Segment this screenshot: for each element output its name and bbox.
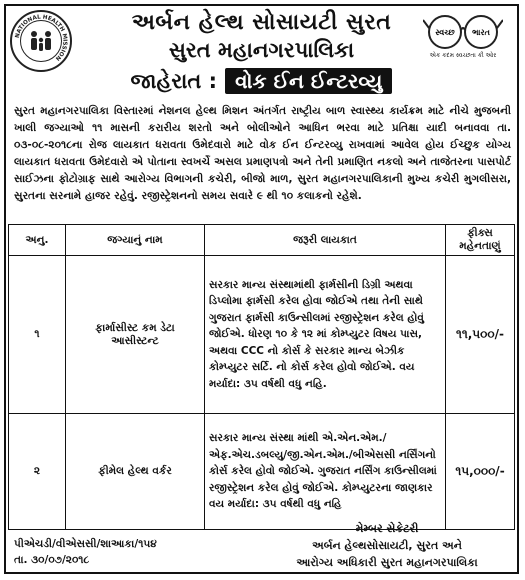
signatory-officer: આરોગ્ય અધિકારી સુરત મહાનગરપાલિકા (296, 556, 478, 569)
notice-label: જાહેરાત : (130, 68, 218, 93)
org-title: અર્બન હેલ્થ સોસાયટી સુરત (131, 10, 392, 35)
notice-row (6, 66, 517, 96)
notice-date: તા. ૩૦/૦૭/૨૦૧૮ (14, 554, 90, 566)
signatory-title: મેમ્બર સેક્રેટરી (355, 522, 419, 535)
bharat-word: ભારત (472, 28, 490, 37)
notice-header (6, 6, 517, 102)
post-qualification: સરકાર માન્ય સંસ્થામાંથી ફાર્મસીની ડિગ્રી અથવા ડિપ્લોમા ફાર્મસી કરેલ હોવા જોઈએ તથા તેની સાથે ગુજરાત ફાર્મસી કાઉન્સીલમાં રજીસ્ટ્રેશન કરેલ હોવું જોઈએ. ધોરણ ૧૦ કે ૧૨ માં કોમ્પ્યુટર વિષય પાસ, અથવા CCC નો કોર્સ કે સરકાર માન્ય બેઝીક કોમ્પ્યુટર સર્ટિ. નો કોર્સ કરેલ હોવો જોઈએ. વય મર્યાદા: ૩૫ વર્ષથી વધુ નહિ. (205, 256, 446, 414)
post-pay: ૧૧,૫૦૦/- (446, 256, 515, 414)
reference-block (14, 536, 157, 568)
post-name: ફીમેલ હેલ્થ વર્કર (66, 414, 205, 530)
walk-in-interview-banner: વોક ઈન ઈન્ટરવ્યુ (225, 68, 392, 94)
table-header-row (9, 225, 515, 256)
table-row (9, 256, 515, 414)
post-pay: ૧૫,૦૦૦/- (446, 414, 515, 530)
reference-number: પીએચડી/વીએસસી/શાઆકા/૧૫૪ (14, 538, 157, 550)
swachh-word: સ્વચ્છ (435, 28, 455, 37)
post-qualification: સરકાર માન્ય સંસ્થા માંથી એ.એન.એમ./ એફ.એચ.ડબલ્યુ/જી.એન.એમ./બીએસસી નર્સિંગનો કોર્સ કરેલ હોવો જોઈએ. ગુજરાત નર્સિંગ કાઉન્સીલમાં રજીસ્ટ્રેશન કરેલ હોવું જોઈએ. કોમ્પ્યુટરના જાણકાર વય મર્યાદા: ૩૫ વર્ષથી વધુ નહિ (205, 414, 446, 530)
corporation-title: સુરત મહાનગરપાલિકા (168, 38, 355, 62)
row-number: ૧ (9, 256, 66, 414)
signatory-block (267, 520, 507, 571)
spectacles-icon (423, 12, 503, 50)
intro-paragraph: સુરત મહાનગરપાલિકા વિસ્તારમાં નેશનલ હેલ્થ મિશન અંતર્ગત રાષ્ટ્રીય બાળ સ્વાસ્થ્ય કાર્યક્રમ માટે નીચે મુજબની ખાલી જગ્યાઓ ૧૧ માસની કરારીય શરતો અને બોલીઓને આધિન ભરવા માટે પ્રતિક્ષા યાદી બનાવવા તા. ૦૩-૦૮-૨૦૧૮ના રોજ લાયકાત ધરાવતા ઉમેદવારો માટે વોક ઈન ઈન્ટરવ્યુ રાખવામાં આવેલ હોય ઈચ્છુક યોગ્ય લાયકાત ધરાવતા ઉમેદવારો એ પોતાના સ્વખર્ચે અસલ પ્રમાણપત્રો અને તેની પ્રમાણિત નકલો અને તાજેતરના પાસપોર્ટ સાઈઝના ફોટોગ્રાફ સાથે આરોગ્ય વિભાગની કચેરી, બીજો માળ, સુરત મહાનગરપાલિકાની મુખ્ય કચેરી મુગલીસરા, સુરતના સરનામે હાજર રહેવું. રજીસ્ટ્રેશનનો સમય સવારે ૯ થી ૧૦ કલાકનો રહેશે. (14, 105, 511, 202)
signatory-org: અર્બન હેલ્થસોસાયટી, સુરત અને (312, 539, 462, 552)
col-header-no: અનુ. (9, 225, 66, 256)
nhm-logo-ring-text: NATIONAL HEALTH MISSION (14, 14, 68, 62)
row-number: ૨ (9, 414, 66, 530)
post-name: ફાર્માસીસ્ટ કમ ડેટા આસીસ્ટન્ટ (66, 256, 205, 414)
col-header-pay: ફીક્સ મહેનતાણું (446, 225, 515, 256)
swachh-tagline: એક કદમ સ્વચ્છતા કી ઓર (429, 52, 497, 59)
notice-frame (4, 4, 519, 574)
col-header-qualification: જરૂરી લાયકાત (205, 225, 446, 256)
posts-table (8, 224, 515, 530)
table-row (9, 414, 515, 530)
swachh-bharat-logo (417, 12, 509, 64)
col-header-post: જગ્યાનું નામ (66, 225, 205, 256)
